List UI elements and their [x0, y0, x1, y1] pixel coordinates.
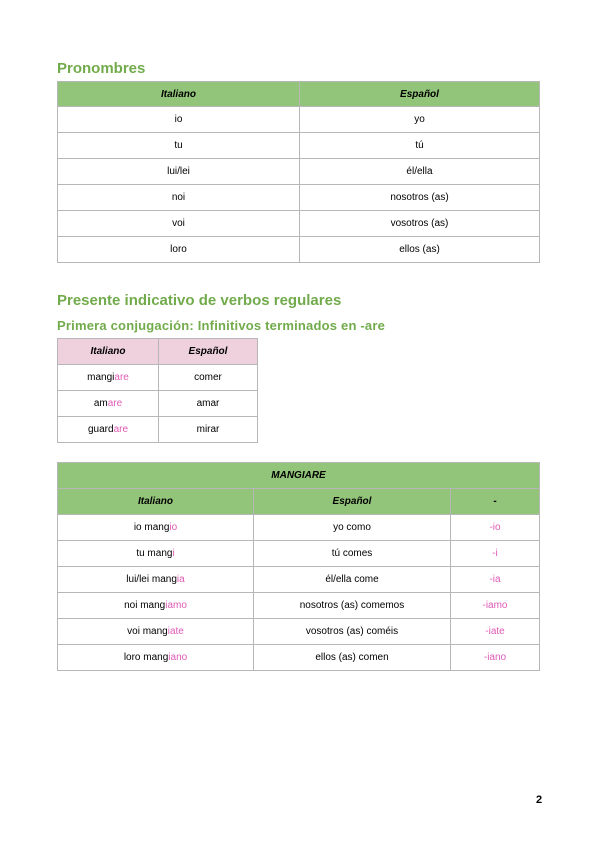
- conj-stem: tu mang: [136, 548, 173, 559]
- conj-stem: io mang: [133, 522, 170, 533]
- verb-stem: am: [93, 398, 108, 409]
- conj-stem: lui/lei mang: [126, 574, 177, 585]
- infinitivo-cell-it: [58, 365, 159, 391]
- conj-cell-it: [58, 645, 254, 671]
- table-row: [58, 593, 540, 619]
- presente-title: Presente indicativo de verbos regulares: [57, 292, 342, 309]
- verb-stem: mangi: [87, 372, 115, 383]
- infinitivo-cell-it: [58, 391, 159, 417]
- table-row: [58, 185, 540, 211]
- infinitivos-table: [57, 338, 258, 443]
- conj-ending: iamo: [165, 600, 187, 611]
- conj-stem: noi mang: [124, 600, 166, 611]
- pronombres-title: Pronombres: [57, 60, 146, 77]
- conj-cell-it: [58, 567, 254, 593]
- conj-cell-es: yo como: [254, 515, 451, 541]
- table-row: [58, 159, 540, 185]
- mangiare-header-espanol: Español: [254, 489, 451, 515]
- pronombres-cell-it: io: [58, 107, 300, 133]
- verb-ending: are: [114, 372, 129, 383]
- pronombres-cell-it: loro: [58, 237, 300, 263]
- conj-cell-suffix: -io: [451, 515, 540, 541]
- pronombres-cell-es: vosotros (as): [300, 211, 540, 237]
- table-row: [58, 133, 540, 159]
- pronombres-cell-it: noi: [58, 185, 300, 211]
- table-row: [58, 417, 258, 443]
- conj-ending: iate: [167, 626, 184, 637]
- table-row: [58, 211, 540, 237]
- pronombres-cell-es: nosotros (as): [300, 185, 540, 211]
- table-row: [58, 541, 540, 567]
- table-row: [58, 365, 258, 391]
- pronombres-header-espanol: Español: [300, 82, 540, 107]
- table-row: [58, 237, 540, 263]
- conj-cell-it: [58, 619, 254, 645]
- conj-cell-it: [58, 541, 254, 567]
- conj-cell-es: nosotros (as) comemos: [254, 593, 451, 619]
- mangiare-title: MANGIARE: [58, 463, 540, 489]
- conj-cell-es: tú comes: [254, 541, 451, 567]
- page-number: 2: [536, 794, 543, 806]
- conj-cell-suffix: -iate: [451, 619, 540, 645]
- infinitivo-cell-it: [58, 417, 159, 443]
- pronombres-header-italiano: Italiano: [58, 82, 300, 107]
- mangiare-header-italiano: Italiano: [58, 489, 254, 515]
- infinitivo-cell-es: mirar: [159, 417, 258, 443]
- conj-ending: i: [172, 548, 175, 559]
- mangiare-table: [57, 462, 540, 671]
- conj-cell-es: él/ella come: [254, 567, 451, 593]
- conj-cell-it: [58, 515, 254, 541]
- table-row: [58, 619, 540, 645]
- conj-cell-suffix: -ia: [451, 567, 540, 593]
- conj-ending: iano: [168, 652, 188, 663]
- verb-ending: are: [107, 398, 123, 409]
- table-row: [58, 107, 540, 133]
- conj-stem: voi mang: [127, 626, 168, 637]
- conj-cell-suffix: -iamo: [451, 593, 540, 619]
- conj-ending: io: [169, 522, 178, 533]
- conj-cell-suffix: -i: [451, 541, 540, 567]
- mangiare-header-suffix: -: [451, 489, 540, 515]
- conj-cell-suffix: -iano: [451, 645, 540, 671]
- conj-ending: ia: [176, 574, 185, 585]
- pronombres-cell-it: voi: [58, 211, 300, 237]
- conj-cell-it: [58, 593, 254, 619]
- pronombres-cell-es: ellos (as): [300, 237, 540, 263]
- pronombres-cell-es: yo: [300, 107, 540, 133]
- infinitivos-header-italiano: Italiano: [58, 339, 159, 365]
- presente-subtitle: Primera conjugación: Infinitivos terminados en -are: [57, 318, 386, 333]
- conj-cell-es: vosotros (as) coméis: [254, 619, 451, 645]
- pronombres-table: [57, 81, 540, 263]
- pronombres-cell-es: tú: [300, 133, 540, 159]
- conj-cell-es: ellos (as) comen: [254, 645, 451, 671]
- conj-stem: loro mang: [123, 652, 169, 663]
- pronombres-cell-it: lui/lei: [58, 159, 300, 185]
- infinitivo-cell-es: amar: [159, 391, 258, 417]
- table-row: [58, 515, 540, 541]
- verb-ending: are: [113, 424, 129, 435]
- pronombres-cell-it: tu: [58, 133, 300, 159]
- table-row: [58, 391, 258, 417]
- table-row: [58, 567, 540, 593]
- pronombres-cell-es: él/ella: [300, 159, 540, 185]
- infinitivos-header-espanol: Español: [159, 339, 258, 365]
- verb-stem: guard: [87, 424, 114, 435]
- infinitivo-cell-es: comer: [159, 365, 258, 391]
- table-row: [58, 645, 540, 671]
